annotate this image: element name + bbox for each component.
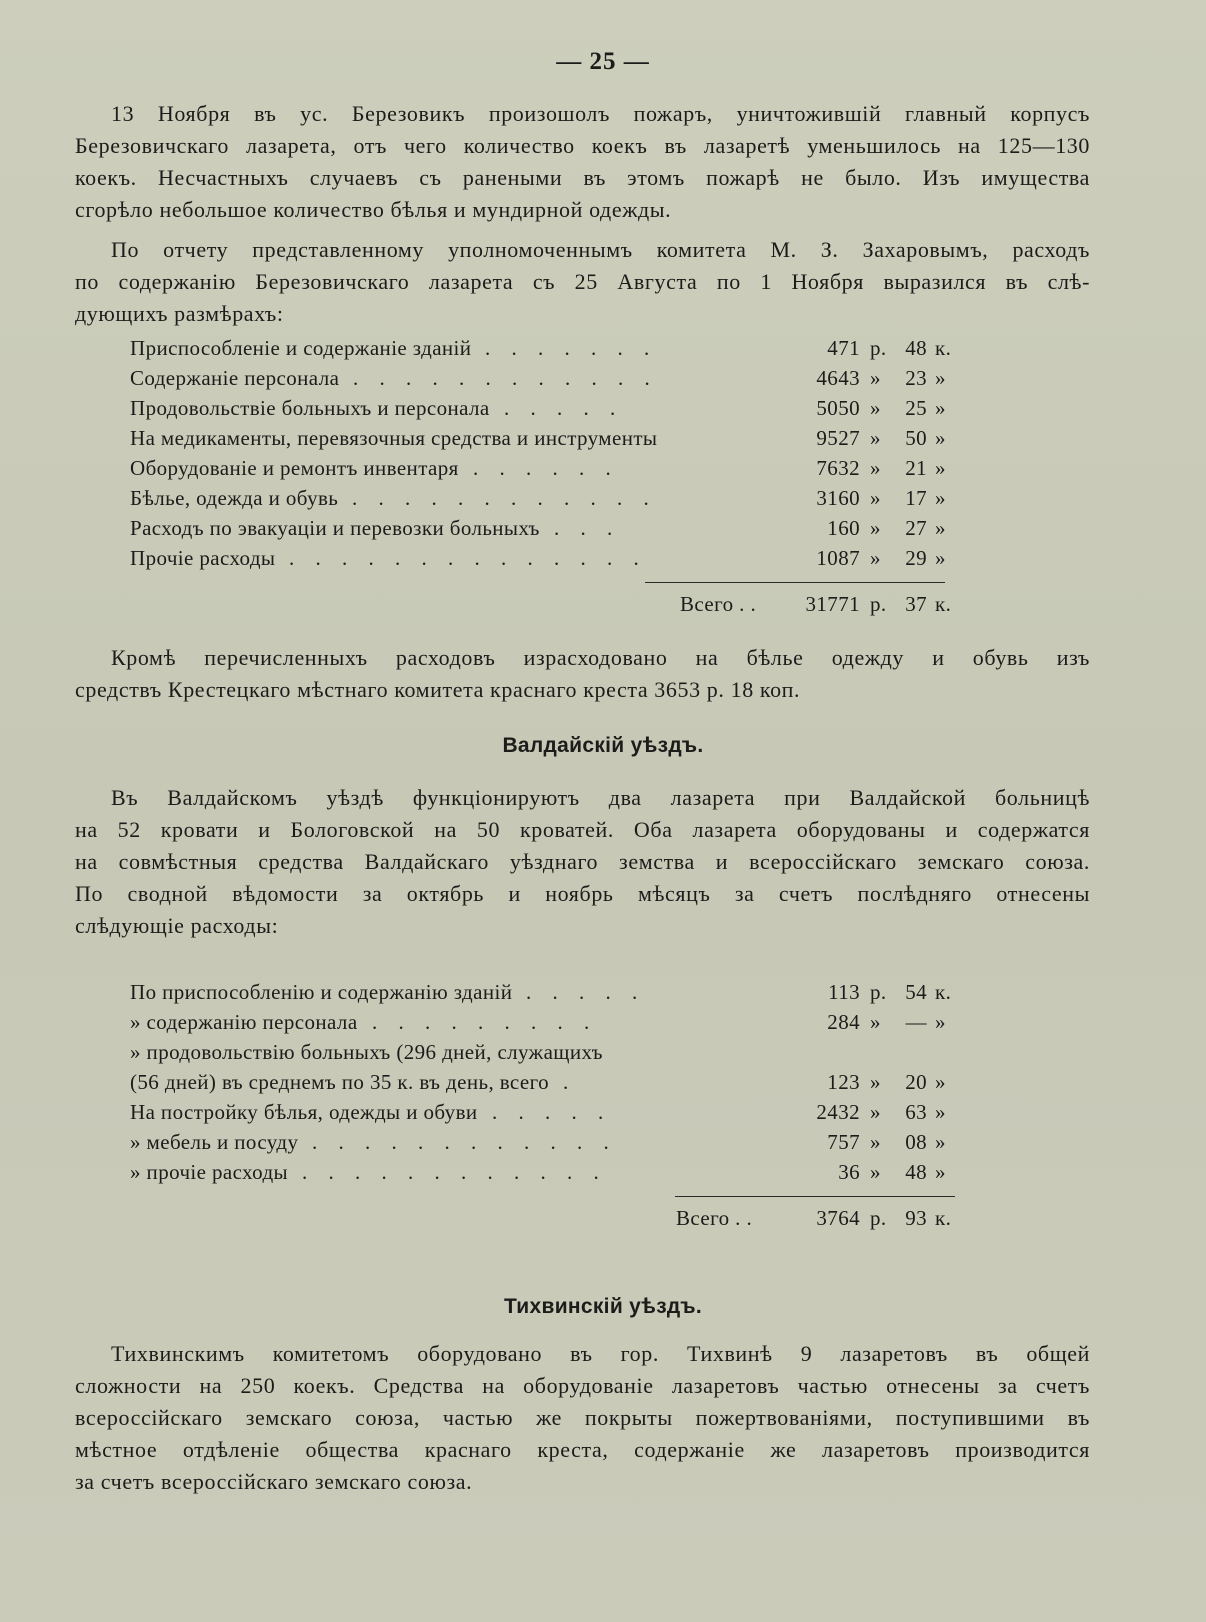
row-leader-dots: . . . . . . . . .: [372, 1010, 598, 1034]
row-label: Содержаніе персонала: [130, 366, 340, 390]
total-label: Всего . .: [676, 1206, 753, 1230]
table-row: [0, 486, 1206, 516]
text-line: средствъ Крестецкаго мѣстнаго комитета краснаго креста 3653 р. 18 коп.: [75, 677, 801, 702]
row-kopeck-unit: »: [935, 426, 946, 450]
row-ruble-unit: »: [870, 1100, 881, 1124]
row-kopecks: 29: [905, 546, 927, 570]
row-kopecks: 54: [905, 980, 927, 1004]
total-kopecks: 93: [905, 1206, 927, 1230]
row-kopeck-unit: »: [935, 1070, 946, 1094]
text-line: Въ Валдайскомъ уѣздѣ функціонируютъ два лазарета при Валдайской больницѣ: [111, 785, 1090, 810]
table-row: [0, 1070, 1206, 1100]
row-label: Продовольствіе больныхъ и персонала: [130, 396, 490, 420]
total-row: [0, 1206, 1206, 1236]
text-line: Тихвинскимъ комитетомъ оборудовано въ гор. Тихвинѣ 9 лазаретовъ въ общей: [111, 1341, 1090, 1366]
row-ruble-unit: р.: [870, 336, 887, 360]
row-leader-dots: . . . . .: [526, 980, 646, 1004]
row-leader-dots: . . . . . . . . . . . .: [353, 366, 658, 390]
row-leader-dots: . . . . .: [492, 1100, 612, 1124]
heading-valdai: Валдайскій уѣздъ.: [502, 734, 704, 757]
row-kopecks: 63: [905, 1100, 927, 1124]
table-row: [0, 1100, 1206, 1130]
row-kopeck-unit: »: [935, 366, 946, 390]
row-leader-dots: . . . . .: [504, 396, 624, 420]
table-row: [0, 366, 1206, 396]
row-kopecks: 25: [905, 396, 927, 420]
row-ruble-unit: »: [870, 516, 881, 540]
text-line: слѣдующіе расходы:: [75, 913, 279, 938]
row-label: По приспособленію и содержанію зданій: [130, 980, 513, 1004]
row-label: (56 дней) въ среднемъ по 35 к. въ день, всего: [130, 1070, 550, 1094]
total-label: Всего . .: [680, 592, 757, 616]
row-label: » прочіе расходы: [130, 1160, 289, 1184]
row-kopecks: —: [905, 1010, 927, 1034]
paragraph-additional-expenses: [75, 642, 1090, 706]
text-line: на совмѣстныя средства Валдайскаго уѣзднаго земства и всероссійскаго земскаго союза.: [75, 849, 1090, 874]
paragraph-report: [75, 234, 1090, 330]
table-row: [0, 396, 1206, 426]
row-rubles: 284: [827, 1010, 860, 1034]
row-kopecks: 17: [905, 486, 927, 510]
row-rubles: 9527: [816, 426, 860, 450]
total-kopecks: 37: [905, 592, 927, 616]
table-row: [0, 516, 1206, 546]
row-kopeck-unit: »: [935, 396, 946, 420]
row-label: Прочіе расходы: [130, 546, 276, 570]
row-kopecks: 50: [905, 426, 927, 450]
row-rubles: 7632: [816, 456, 860, 480]
total-rule: [645, 582, 945, 583]
row-kopeck-unit: к.: [935, 980, 952, 1004]
row-ruble-unit: »: [870, 1010, 881, 1034]
paragraph-valdai: [75, 782, 1090, 942]
row-rubles: 5050: [816, 396, 860, 420]
text-line: всероссійскаго земскаго союза, частью же покрыты пожертвованіями, поступившими въ: [75, 1405, 1090, 1430]
total-kopeck-unit: к.: [935, 592, 952, 616]
row-label: Оборудованіе и ремонтъ инвентаря: [130, 456, 459, 480]
row-kopeck-unit: к.: [935, 336, 952, 360]
table-row: [0, 1040, 1206, 1070]
row-ruble-unit: »: [870, 1130, 881, 1154]
heading-tikhvin: Тихвинскій уѣздъ.: [503, 1295, 703, 1318]
row-rubles: 471: [827, 336, 860, 360]
row-label: » мебель и посуду: [130, 1130, 299, 1154]
total-ruble-unit: р.: [870, 592, 887, 616]
row-kopeck-unit: »: [935, 1100, 946, 1124]
row-label: На медикаменты, перевязочныя средства и инструменты: [130, 426, 658, 450]
row-leader-dots: . . . . . . . . . . . .: [302, 1160, 607, 1184]
text-line: Кромѣ перечисленныхъ расходовъ израсходовано на бѣлье одежду и обувь изъ: [111, 645, 1090, 670]
row-kopecks: 48: [905, 336, 927, 360]
row-rubles: 2432: [816, 1100, 860, 1124]
row-label: На постройку бѣлья, одежды и обуви: [130, 1100, 478, 1124]
table-row: [0, 336, 1206, 366]
page-number: — 25 —: [556, 48, 650, 75]
row-leader-dots: . . . . . . . . . . . .: [352, 486, 657, 510]
table-row: [0, 426, 1206, 456]
text-line: сложности на 250 коекъ. Средства на оборудованіе лазаретовъ частью отнесены за счетъ: [75, 1373, 1090, 1398]
text-line: коекъ. Несчастныхъ случаевъ съ ранеными въ этомъ пожарѣ не было. Изъ имущества: [75, 165, 1090, 190]
row-ruble-unit: »: [870, 1070, 881, 1094]
table-row: [0, 980, 1206, 1010]
row-leader-dots: . . . . . . . . . . . .: [312, 1130, 617, 1154]
row-kopecks: 08: [905, 1130, 927, 1154]
text-line: дующихъ размѣрахъ:: [75, 301, 284, 326]
text-line: сгорѣло небольшое количество бѣлья и мундирной одежды.: [75, 197, 672, 222]
row-kopecks: 20: [905, 1070, 927, 1094]
row-kopeck-unit: »: [935, 456, 946, 480]
row-rubles: 1087: [816, 546, 860, 570]
row-rubles: 36: [838, 1160, 860, 1184]
row-label: Приспособленіе и содержаніе зданій: [130, 336, 472, 360]
table-row: [0, 1160, 1206, 1190]
total-row: [0, 592, 1206, 622]
row-ruble-unit: »: [870, 396, 881, 420]
table-row: [0, 1010, 1206, 1040]
row-leader-dots: . . . . . . .: [485, 336, 658, 360]
text-line: Березовичскаго лазарета, отъ чего количество коекъ въ лазаретѣ уменьшилось на 125—130: [75, 133, 1090, 158]
row-kopecks: 23: [905, 366, 927, 390]
text-line: на 52 кровати и Бологовской на 50 кроватей. Оба лазарета оборудованы и содержатся: [75, 817, 1090, 842]
text-line: По сводной вѣдомости за октябрь и ноябрь мѣсяцъ за счетъ послѣдняго отнесены: [75, 881, 1090, 906]
total-rubles: 31771: [805, 592, 860, 616]
row-rubles: 4643: [816, 366, 860, 390]
row-rubles: 160: [827, 516, 860, 540]
row-rubles: 757: [827, 1130, 860, 1154]
row-ruble-unit: »: [870, 366, 881, 390]
row-leader-dots: . . .: [554, 516, 621, 540]
row-kopecks: 21: [905, 456, 927, 480]
row-leader-dots: . . . . . .: [473, 456, 619, 480]
total-kopeck-unit: к.: [935, 1206, 952, 1230]
row-kopeck-unit: »: [935, 546, 946, 570]
paragraph-tikhvin: [75, 1338, 1090, 1498]
row-leader-dots: .: [563, 1070, 577, 1094]
row-ruble-unit: »: [870, 1160, 881, 1184]
text-line: мѣстное отдѣленіе общества краснаго креста, содержаніе же лазаретовъ производится: [75, 1437, 1090, 1462]
row-kopeck-unit: »: [935, 1130, 946, 1154]
row-rubles: 3160: [816, 486, 860, 510]
total-ruble-unit: р.: [870, 1206, 887, 1230]
text-line: По отчету представленному уполномоченнымъ комитета М. З. Захаровымъ, расходъ: [111, 237, 1090, 262]
row-kopeck-unit: »: [935, 1010, 946, 1034]
row-leader-dots: . . . . . . . . . . . . . .: [289, 546, 647, 570]
row-ruble-unit: »: [870, 456, 881, 480]
row-ruble-unit: р.: [870, 980, 887, 1004]
table-row: [0, 1130, 1206, 1160]
row-ruble-unit: »: [870, 546, 881, 570]
paragraph-fire: [75, 98, 1090, 226]
row-kopeck-unit: »: [935, 486, 946, 510]
row-ruble-unit: »: [870, 426, 881, 450]
row-kopecks: 27: [905, 516, 927, 540]
total-rule: [675, 1196, 955, 1197]
row-label: » содержанію персонала: [130, 1010, 358, 1034]
table-row: [0, 546, 1206, 576]
text-line: 13 Ноября въ ус. Березовикъ произошолъ пожаръ, уничтожившій главный корпусъ: [111, 101, 1090, 126]
row-rubles: 113: [828, 980, 860, 1004]
total-rubles: 3764: [816, 1206, 860, 1230]
row-kopeck-unit: »: [935, 516, 946, 540]
table-row: [0, 456, 1206, 486]
row-rubles: 123: [827, 1070, 860, 1094]
row-ruble-unit: »: [870, 486, 881, 510]
row-kopecks: 48: [905, 1160, 927, 1184]
row-label: Бѣлье, одежда и обувь: [130, 486, 339, 510]
row-label: Расходъ по эвакуаціи и перевозки больныхъ: [130, 516, 540, 540]
text-line: по содержанію Березовичскаго лазарета съ 25 Августа по 1 Ноября выразился въ слѣ-: [75, 269, 1090, 294]
text-line: за счетъ всероссійскаго земскаго союза.: [75, 1469, 473, 1494]
row-kopeck-unit: »: [935, 1160, 946, 1184]
row-label: » продовольствію больныхъ (296 дней, служащихъ: [130, 1040, 603, 1064]
